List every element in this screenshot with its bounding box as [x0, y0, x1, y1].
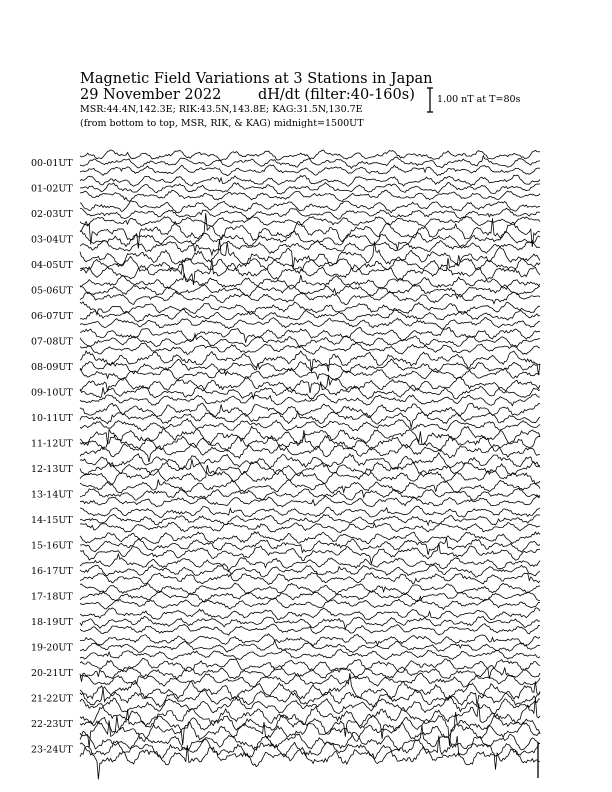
trace-rik [80, 640, 540, 652]
trace-msr [80, 190, 540, 201]
row-label: 04-05UT [31, 259, 73, 271]
row-label: 03-04UT [31, 234, 73, 246]
row-label: 12-13UT [31, 463, 73, 475]
chart-title: Magnetic Field Variations at 3 Stations in Japan [80, 71, 433, 87]
trace-kag [80, 658, 540, 679]
trace-kag [80, 608, 540, 620]
trace-rik [80, 156, 540, 169]
trace-kag [80, 175, 540, 186]
row-label: 13-14UT [31, 489, 73, 501]
row-label: 10-11UT [31, 412, 73, 424]
row-label: 21-22UT [31, 693, 73, 705]
trace-msr [80, 260, 540, 285]
row-label: 08-09UT [31, 361, 73, 373]
row-label: 23-24UT [31, 744, 73, 756]
trace-rik [80, 488, 540, 500]
trace-msr [80, 419, 540, 431]
row-label: 01-02UT [31, 183, 73, 195]
trace-rik [80, 591, 540, 602]
row-label: 00-01UT [31, 157, 73, 169]
trace-msr [80, 165, 540, 176]
row-label: 09-10UT [31, 387, 73, 399]
row-label: 07-08UT [31, 336, 73, 348]
trace-msr [80, 543, 540, 564]
trace-msr [80, 522, 540, 532]
trace-msr [80, 217, 540, 227]
row-label: 05-06UT [31, 285, 73, 297]
row-label: 14-15UT [31, 514, 73, 526]
trace-msr [80, 443, 540, 462]
trace-msr [80, 496, 540, 507]
chart-quantity-label: dH/dt (filter:40-160s) [258, 87, 415, 103]
row-label: 15-16UT [31, 540, 73, 552]
trace-rik [80, 183, 540, 194]
trace-rik [80, 411, 540, 427]
trace-rik [80, 430, 540, 451]
trace-msr [80, 241, 540, 256]
row-label: 18-19UT [31, 616, 73, 628]
row-label: 02-03UT [31, 208, 73, 220]
trace-msr [80, 712, 540, 747]
trace-kag [80, 532, 540, 544]
row-label: 19-20UT [31, 642, 73, 654]
trace-kag [80, 150, 540, 161]
trace-kag [80, 351, 540, 375]
row-label: 22-23UT [31, 718, 73, 730]
trace-kag [80, 583, 540, 595]
trace-rik [80, 688, 540, 707]
trace-kag [80, 634, 540, 646]
trace-kag [80, 480, 540, 494]
trace-kag [80, 673, 540, 699]
trace-msr [80, 342, 540, 354]
row-label: 17-18UT [31, 591, 73, 603]
trace-msr [80, 318, 540, 330]
trace-msr [80, 573, 540, 585]
row-label: 06-07UT [31, 310, 73, 322]
station-coordinates: MSR:44.4N,142.3E; RIK:43.5N,143.8E; KAG:31.5N,130.7E [80, 104, 363, 115]
row-label: 16-17UT [31, 565, 73, 577]
trace-kag [80, 554, 540, 571]
chart-date: 29 November 2022 [80, 87, 222, 103]
station-order-note: (from bottom to top, MSR, RIK, & KAG) midnight=1500UT [80, 118, 364, 129]
scale-bar-label: 1.00 nT at T=80s [437, 94, 521, 105]
trace-kag [80, 328, 540, 343]
trace-rik [80, 515, 540, 526]
trace-msr [80, 394, 540, 406]
row-label: 11-12UT [31, 438, 73, 450]
row-label: 20-21UT [31, 667, 73, 679]
trace-kag [80, 506, 540, 517]
trace-msr [80, 597, 540, 610]
trace-kag [80, 239, 540, 268]
trace-msr [80, 649, 540, 660]
